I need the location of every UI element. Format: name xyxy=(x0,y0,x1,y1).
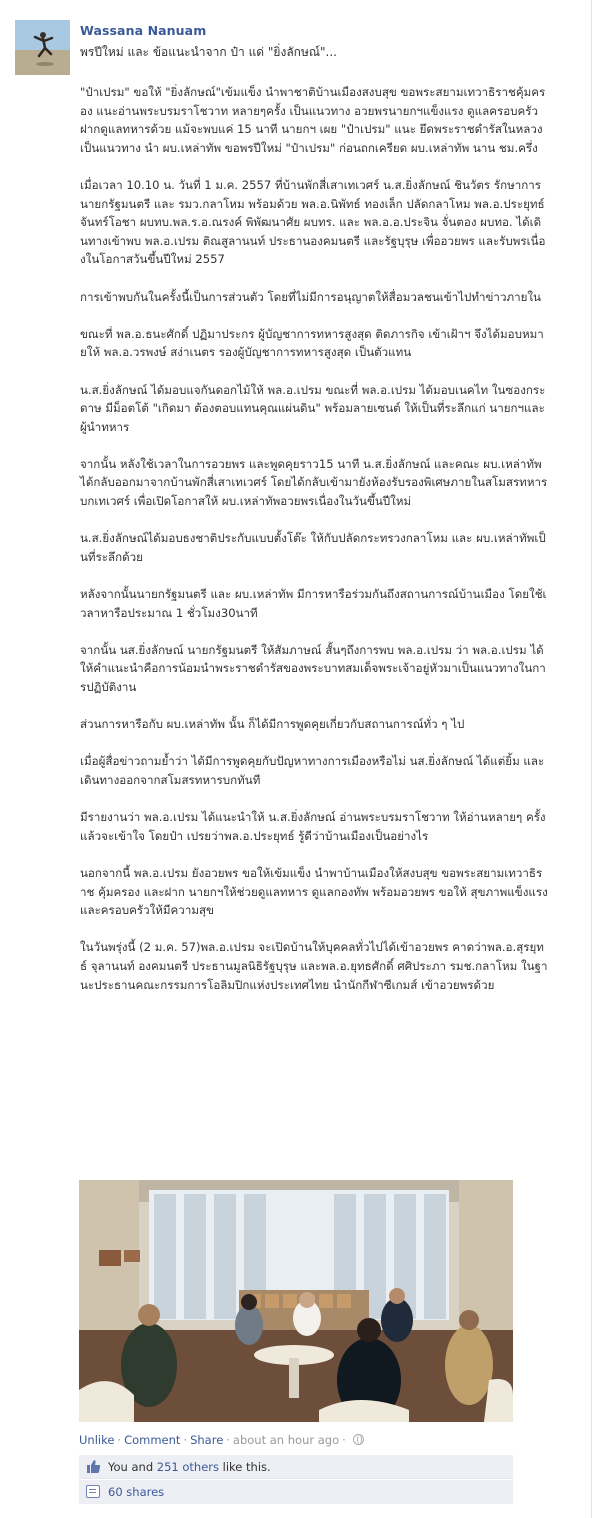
globe-icon[interactable] xyxy=(353,1434,364,1445)
post-paragraph: การเข้าพบกันในครั้งนี้เป็นการส่วนตัว โดยที่ไม่มีการอนุญาตให้สื่อมวลชนเข้าไปทำข่าวภายใน xyxy=(80,289,541,304)
post-paragraph: จากนั้น นส.ยิ่งลักษณ์ นายกรัฐมนตรี ให้สัมภาษณ์ สั้นๆถึงการพบ พล.อ.เปรม ว่า พล.อ.เปรม ได้ให้คำแนะนำคือการน้อมนำพระราชดำรัสของพระบาทสมเด็จพระเจ้าอยู่หัวมาเป็นแนวทางในการปฏิบัติงาน xyxy=(80,642,546,694)
thumbs-up-icon xyxy=(86,1459,101,1474)
post-paragraph: ในวันพรุ่งนี้ (2 ม.ค. 57)พล.อ.เปรม จะเปิดบ้านให้บุคคลทั่วไปได้เข้าอวยพร คาดว่าพล.อ.สุรยุทธ์ จุลานนท์ องคมนตรี ประธานมูลนิธิรัฐบุรุษ และพล.อ.ยุทธศักดิ์ ศศิประภา รมช.กลาโหม ในฐานะประธานคณะกรรมการโอลิมปิกแห่งประเทศไทย นำนักกีฬาซีเกมส์ เข้าอวยพรด้วย xyxy=(80,940,548,992)
separator: · xyxy=(226,1433,230,1447)
likes-suffix: like this. xyxy=(219,1460,271,1474)
likes-others-link[interactable]: 251 others xyxy=(156,1460,220,1474)
post-paragraph: เมื่อผู้สื่อข่าวถามย้ำว่า ได้มีการพูดคุยกับปัญหาทางการเมืองหรือไม่ นส.ยิ่งลักษณ์ ได้แต่ยิ้ม และเดินทางออกจากสโมสรทหารบกทันที xyxy=(80,754,545,787)
author-name-link[interactable]: Wassana Nanuam xyxy=(80,23,207,38)
meeting-room-photo xyxy=(79,1180,513,1422)
profile-avatar[interactable] xyxy=(15,20,70,75)
separator: · xyxy=(342,1433,346,1447)
separator: · xyxy=(117,1433,122,1447)
likes-text xyxy=(108,1460,271,1474)
post-paragraph: "ป๋าเปรม" ขอให้ "ยิ่งลักษณ์"เข้มแข็ง นำพาชาติบ้านเมืองสงบสุข ขอพระสยามเทวาธิราชคุ้มครอง แนะอ่านพระบรมราโชวาท หลายๆครั้ง เป็นแนวทาง อวยพรนายกฯแข็งแรง ดูแลครอบครัว ฝากดูแลทหารด้วย แม้จะพบแค่ 15 นาที นายกฯ เผย "ป๋าเปรม" แนะ ยึดพระราชดำรัสในหลวง เป็นแนวทาง นำ ผบ.เหล่าทัพ ขอพรปีใหม่ "ป๋าเปรม" ก่อนถกเครียด ผบ.เหล่าทัพ นาน ชม.ครึ่ง xyxy=(80,85,546,155)
likes-prefix: You and xyxy=(108,1460,157,1474)
timestamp-link[interactable]: about an hour ago xyxy=(232,1433,340,1447)
post-paragraph: หลังจากนั้นนายกรัฐมนตรี และ ผบ.เหล่าทัพ มีการหารือร่วมกันถึงสถานการณ์บ้านเมือง โดยใช้เวลาหารือประมาณ 1 ชั่วโมง30นาที xyxy=(80,587,547,620)
unlike-link[interactable]: Unlike xyxy=(79,1433,115,1447)
post-photo[interactable] xyxy=(79,1180,513,1422)
comment-link[interactable]: Comment xyxy=(124,1433,181,1447)
share-icon xyxy=(86,1485,100,1498)
post-paragraph: เมื่อเวลา 10.10 น. วันที่ 1 ม.ค. 2557 ที่บ้านพักสี่เสาเทเวศร์ น.ส.ยิ่งลักษณ์ ชินวัตร รักษาการนายกรัฐมนตรี และ รมว.กลาโหม พร้อมด้วย พล.อ.นิพัทธ์ ทองเล็ก ปลัดกลาโหม พล.อ.ประยุทธ์ จันทร์โอชา ผบทบ.พล.ร.อ.ณรงค์ พิพัฒนาศัย ผบทร. และ พล.อ.อ.ประจิน จั่นตอง ผบทอ. ได้เดินทางเข้าพบ พล.อ.เปรม ติณสูลานนท์ ประธานองคมนตรี และรัฐบุรุษ เพื่ออวยพร และรับพรเนื่องในโอกาสวันขึ้นปีใหม่ 2557 xyxy=(80,177,546,267)
post-paragraph: น.ส.ยิ่งลักษณ์ได้มอบธงชาติประกับแบบตั้งโต๊ะ ให้กับปลัดกระทรวงกลาโหม และ ผบ.เหล่าทัพเป็นที่ระลึกด้วย xyxy=(80,531,546,564)
post-paragraph: น.ส.ยิ่งลักษณ์ ได้มอบแจกันดอกไม้ให้ พล.อ.เปรม ขณะที่ พล.อ.เปรม ได้มอบเนคไท ในซองกระดาษ มีม็อตโต้ "เกิดมา ต้องตอบแทนคุณแผ่นดิน" พร้อมลายเซนต์ ให้เป็นที่ระลึกแก่ นายกฯและผู้นำทหาร xyxy=(80,382,546,434)
post-body xyxy=(80,83,548,1013)
likes-summary xyxy=(79,1455,513,1479)
shares-summary xyxy=(79,1480,513,1504)
post-headline: พรปีใหม่ และ ข้อแนะนำจาก ป๋า แด่ "ยิ่งลักษณ์"... xyxy=(80,45,337,59)
shares-link[interactable]: 60 shares xyxy=(108,1485,165,1499)
separator: · xyxy=(183,1433,188,1447)
share-link[interactable]: Share xyxy=(190,1433,224,1447)
avatar-photo xyxy=(15,20,70,75)
story-actions xyxy=(79,1433,364,1447)
post-paragraph: นอกจากนี้ พล.อ.เปรม ยังอวยพร ขอให้เข้มแข็ง นำพาบ้านเมืองให้สงบสุข ขอพระสยามเทวาธิราช คุ้มครอง และฝาก นายกฯให้ช่วยดูแลทหาร ดูแลกองทัพ พร้อมอวยพร ขอให้ สุขภาพแข็งแรงและครอบครัวให้มีความสุข xyxy=(80,865,548,918)
post-paragraph: มีรายงานว่า พล.อ.เปรม ได้แนะนำให้ น.ส.ยิ่งลักษณ์ อ่านพระบรมราโชวาท ให้อ่านหลายๆ ครั้งแล้วจะเข้าใจ โดยป๋า เปรยว่าพล.อ.ประยุทธ์ รู้ดีว่าบ้านเมืองเป็นอย่างไร xyxy=(80,810,546,843)
post-paragraph: จากนั้น หลังใช้เวลาในการอวยพร และพูดคุยราว15 นาที น.ส.ยิ่งลักษณ์ และคณะ ผบ.เหล่าทัพ ได้กลับออกมาจากบ้านพักสี่เสาเทเวศร์ โดยได้กลับเข้ามายังห้องรับรองพิเศษภายในสโมสรทหารบกเทเวศร์ เพื่อเปิดโอกาสให้ ผบ.เหล่าทัพอวยพรเนื่องในวันขึ้นปีใหม่ xyxy=(80,456,548,509)
post-paragraph: ขณะที่ พล.อ.ธนะศักดิ์ ปฏิมาประกร ผู้บัญชาการทหารสูงสุด ติดภารกิจ เข้าเฝ้าฯ จึงได้มอบหมายให้ พล.อ.วรพงษ์ สง่าเนตร รองผู้บัญชาการทหารสูงสุด เป็นตัวแทน xyxy=(80,326,544,360)
post-paragraph: ส่วนการหารือกับ ผบ.เหล่าทัพ นั้น ก็ได้มีการพูดคุยเกี่ยวกับสถานการณ์ทั่ว ๆ ไป xyxy=(80,717,465,732)
